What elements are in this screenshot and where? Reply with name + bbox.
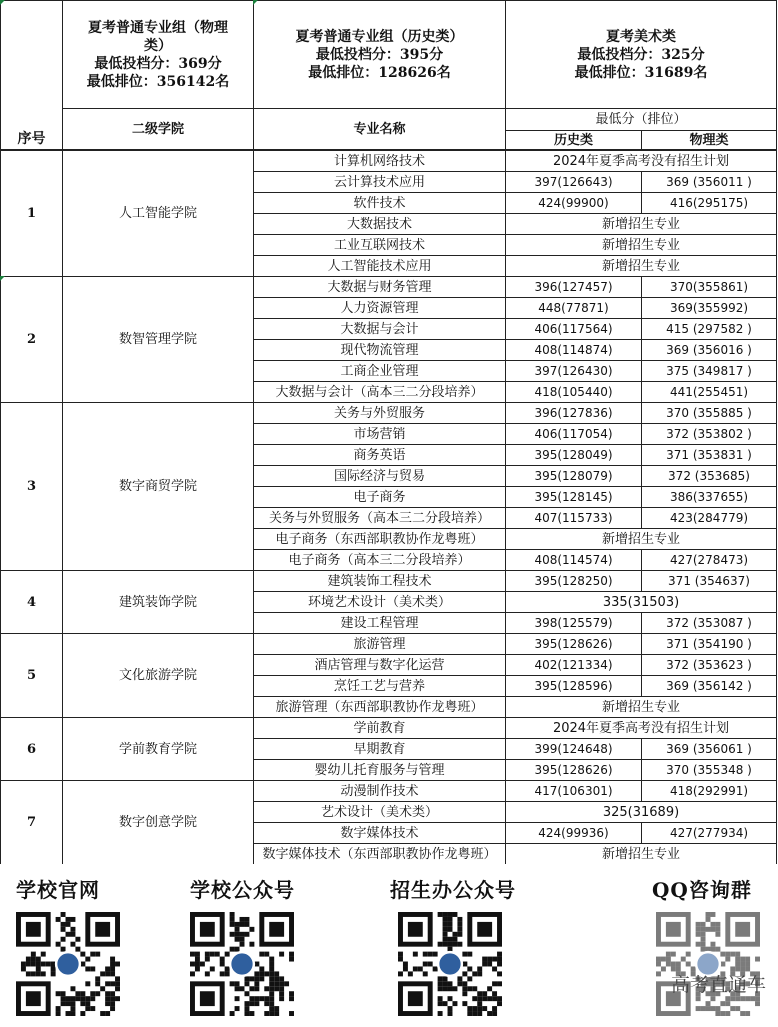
physics-score: 372 (353685): [641, 465, 777, 487]
history-column-header: 历史类: [505, 130, 642, 150]
group-header-rank: 最低排位：128626名: [308, 64, 451, 81]
physics-score: 369 (356011 ): [641, 171, 777, 193]
qr-code-admission-office[interactable]: [398, 912, 502, 1016]
major-name: 数字媒体技术: [253, 822, 506, 844]
history-score: 417(106301): [505, 780, 642, 802]
qr-block-admission-office: [390, 874, 560, 1024]
major-name: 大数据与会计（高本三二分段培养）: [253, 381, 506, 403]
physics-score: 427(277934): [641, 822, 777, 844]
group-header-3: [505, 0, 777, 109]
physics-score: 369(355992): [641, 297, 777, 319]
major-name: 婴幼儿托育服务与管理: [253, 759, 506, 781]
qr-block-qq-group: [652, 874, 772, 1024]
history-score: 406(117564): [505, 318, 642, 340]
physics-score: 386(337655): [641, 486, 777, 508]
major-name: 动漫制作技术: [253, 780, 506, 802]
major-name: 计算机网络技术: [253, 150, 506, 172]
college-seq: 4: [0, 570, 63, 634]
college-column-header: 二级学院: [62, 108, 254, 150]
group-header-title: 夏考美术类: [606, 28, 676, 45]
history-score: 395(128596): [505, 675, 642, 697]
major-name: 旅游管理: [253, 633, 506, 655]
history-score: 395(128145): [505, 486, 642, 508]
group-header-1: [62, 0, 254, 109]
qr-block-website: [16, 874, 186, 1024]
major-name: 建筑装饰工程技术: [253, 570, 506, 592]
major-name: 酒店管理与数字化运营: [253, 654, 506, 676]
college-seq: 6: [0, 717, 63, 781]
history-score: 402(121334): [505, 654, 642, 676]
college-seq: 5: [0, 633, 63, 718]
qr-label-website: 学校官网: [16, 878, 100, 902]
physics-score: 416(295175): [641, 192, 777, 214]
history-score: 397(126643): [505, 171, 642, 193]
history-score: 396(127457): [505, 276, 642, 298]
physics-score: 423(284779): [641, 507, 777, 529]
major-name: 建设工程管理: [253, 612, 506, 634]
major-name: 电子商务（东西部职教协作龙粤班）: [253, 528, 506, 550]
major-name: 电子商务（高本三二分段培养）: [253, 549, 506, 571]
major-name: 学前教育: [253, 717, 506, 739]
major-name: 人力资源管理: [253, 297, 506, 319]
history-score: 408(114574): [505, 549, 642, 571]
college-name: 数字创意学院: [62, 780, 254, 865]
physics-score: 370(355861): [641, 276, 777, 298]
major-name: 数字媒体技术（东西部职教协作龙粤班）: [253, 843, 506, 865]
qr-label-qq-group: QQ咨询群: [652, 878, 752, 902]
major-name: 旅游管理（东西部职教协作龙粤班）: [253, 696, 506, 718]
history-score: 398(125579): [505, 612, 642, 634]
major-name: 艺术设计（美术类）: [253, 801, 506, 823]
merged-score-note: 新增招生专业: [505, 528, 777, 550]
qr-code-official-account[interactable]: [190, 912, 294, 1016]
major-name: 关务与外贸服务: [253, 402, 506, 424]
college-seq: 7: [0, 780, 63, 865]
merged-score-note: 新增招生专业: [505, 213, 777, 235]
history-score: 395(128626): [505, 759, 642, 781]
merged-score-note: 新增招生专业: [505, 843, 777, 865]
major-name: 软件技术: [253, 192, 506, 214]
college-name: 建筑装饰学院: [62, 570, 254, 634]
watermark-text: 高考直通车: [670, 974, 766, 996]
major-name: 大数据与财务管理: [253, 276, 506, 298]
merged-score-note: 325(31689): [505, 801, 777, 823]
physics-score: 371 (354190 ): [641, 633, 777, 655]
physics-score: 370 (355885 ): [641, 402, 777, 424]
history-score: 407(115733): [505, 507, 642, 529]
major-column-header: 专业名称: [253, 108, 506, 150]
physics-score: 369 (356061 ): [641, 738, 777, 760]
cell-marker: [0, 276, 5, 281]
group-header-2: [253, 0, 506, 109]
physics-score: 371 (354637): [641, 570, 777, 592]
seq-header: 序号: [17, 130, 46, 147]
qr-code-website[interactable]: [16, 912, 120, 1016]
college-seq: 3: [0, 402, 63, 571]
physics-score: 427(278473): [641, 549, 777, 571]
major-name: 市场营销: [253, 423, 506, 445]
history-score: 418(105440): [505, 381, 642, 403]
cell-marker: [0, 0, 5, 5]
physics-score: 441(255451): [641, 381, 777, 403]
group-header-score: 最低投档分：395分: [315, 46, 444, 63]
physics-score: 375 (349817 ): [641, 360, 777, 382]
qr-block-official-account: [190, 874, 360, 1024]
history-score: 424(99936): [505, 822, 642, 844]
major-name: 大数据与会计: [253, 318, 506, 340]
physics-score: 415 (297582 ): [641, 318, 777, 340]
physics-score: 369 (356142 ): [641, 675, 777, 697]
physics-score: 372 (353623 ): [641, 654, 777, 676]
group-header-title: 夏考普通专业组（物理: [88, 19, 228, 36]
cell-marker: [253, 0, 258, 5]
major-name: 商务英语: [253, 444, 506, 466]
merged-score-note: 新增招生专业: [505, 696, 777, 718]
min-score-header: 最低分（排位）: [505, 108, 777, 131]
physics-score: 418(292991): [641, 780, 777, 802]
major-name: 关务与外贸服务（高本三二分段培养）: [253, 507, 506, 529]
physics-score: 372 (353802 ): [641, 423, 777, 445]
merged-score-note: 335(31503): [505, 591, 777, 613]
major-name: 现代物流管理: [253, 339, 506, 361]
physics-score: 372 (353087 ): [641, 612, 777, 634]
college-name: 学前教育学院: [62, 717, 254, 781]
college-seq: 2: [0, 276, 63, 403]
history-score: 395(128250): [505, 570, 642, 592]
major-name: 大数据技术: [253, 213, 506, 235]
college-name: 数字商贸学院: [62, 402, 254, 571]
history-score: 448(77871): [505, 297, 642, 319]
major-name: 云计算技术应用: [253, 171, 506, 193]
history-score: 399(124648): [505, 738, 642, 760]
history-score: 395(128079): [505, 465, 642, 487]
group-header-rank: 最低排位：356142名: [86, 73, 230, 90]
history-score: 395(128626): [505, 633, 642, 655]
history-score: 395(128049): [505, 444, 642, 466]
major-name: 工业互联网技术: [253, 234, 506, 256]
major-name: 烹饪工艺与营养: [253, 675, 506, 697]
qr-label-admission-office: 招生办公众号: [390, 878, 516, 902]
college-name: 数智管理学院: [62, 276, 254, 403]
group-header-score: 最低投档分：369分: [94, 55, 222, 72]
group-header-rank: 最低排位：31689名: [574, 64, 708, 81]
merged-score-note: 新增招生专业: [505, 234, 777, 256]
history-score: 397(126430): [505, 360, 642, 382]
physics-score: 370 (355348 ): [641, 759, 777, 781]
group-header-score: 最低投档分：325分: [577, 46, 705, 63]
major-name: 工商企业管理: [253, 360, 506, 382]
physics-column-header: 物理类: [641, 130, 777, 150]
major-name: 早期教育: [253, 738, 506, 760]
college-name: 人工智能学院: [62, 150, 254, 277]
college-seq: 1: [0, 150, 63, 277]
history-score: 406(117054): [505, 423, 642, 445]
footer-qr-section: [0, 864, 778, 1027]
merged-score-note: 2024年夏季高考没有招生计划: [505, 150, 777, 172]
history-score: 424(99900): [505, 192, 642, 214]
physics-score: 371 (353831 ): [641, 444, 777, 466]
major-name: 人工智能技术应用: [253, 255, 506, 277]
merged-score-note: 新增招生专业: [505, 255, 777, 277]
history-score: 396(127836): [505, 402, 642, 424]
history-score: 408(114874): [505, 339, 642, 361]
qr-code-qq-group[interactable]: [656, 912, 760, 1016]
merged-score-note: 2024年夏季高考没有招生计划: [505, 717, 777, 739]
physics-score: 369 (356016 ): [641, 339, 777, 361]
group-header-title: 夏考普通专业组（历史类）: [295, 28, 464, 45]
major-name: 国际经济与贸易: [253, 465, 506, 487]
major-name: 电子商务: [253, 486, 506, 508]
qr-label-official-account: 学校公众号: [190, 878, 295, 902]
college-name: 文化旅游学院: [62, 633, 254, 718]
group-header-title2: 类）: [144, 37, 172, 54]
major-name: 环境艺术设计（美术类）: [253, 591, 506, 613]
